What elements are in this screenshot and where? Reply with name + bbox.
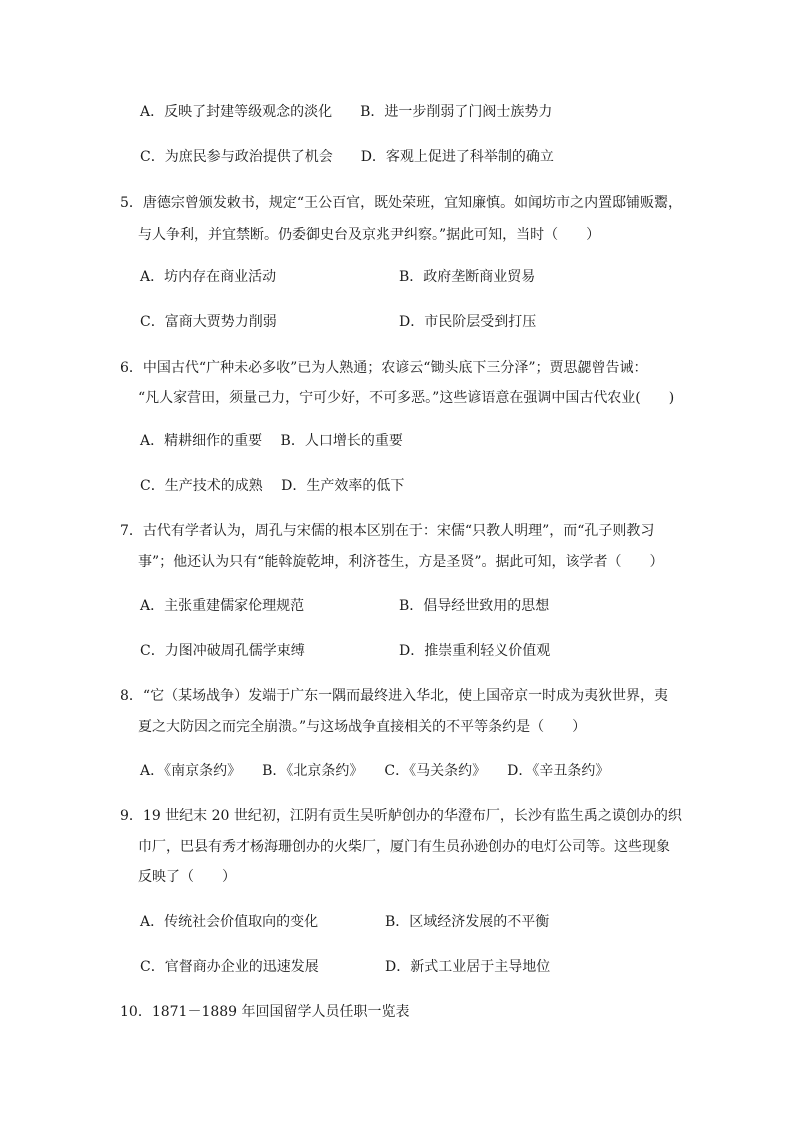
q7-option-a: A．主张重建儒家伦理规范 — [140, 598, 305, 614]
q5-stem-line2: 与人争利，并宜禁断。仍委御史台及京兆尹纠察。”据此可知，当时（ ） — [138, 227, 601, 243]
q7-stem-line1: 7．古代有学者认为，周孔与宋儒的根本区别在于：宋儒“只教人明理”，而“孔子则教习 — [120, 523, 655, 539]
q7-option-c: C．力图冲破周孔儒学束缚 — [140, 643, 305, 659]
q7-option-d: D．推崇重利轻义价值观 — [399, 643, 551, 659]
q7-option-b: B．倡导经世致用的思想 — [399, 598, 550, 614]
q8-stem-line1: 8．“它（某场战争）发端于广东一隅而最终进入华北，使上国帝京一时成为夷狄世界，夷 — [120, 688, 669, 704]
q6-stem-line2: “凡人家营田，须量己力，宁可少好，不可多恶。”这些谚语意在强调中国古代农业( ) — [138, 390, 675, 406]
q7-stem-line2: 事”；他还认为只有“能斡旋乾坤，利济苍生，方是圣贤”。据此可知，该学者（ ） — [138, 554, 664, 570]
q6-options-row1: A．精耕细作的重要 B．人口增长的重要 — [140, 433, 403, 449]
q5-option-b: B．政府垄断商业贸易 — [399, 269, 536, 285]
q10-title: 10．1871－1889 年回国留学人员任职一览表 — [120, 1004, 410, 1020]
q5-option-c: C．富商大贾势力削弱 — [140, 314, 277, 330]
q9-option-a: A．传统社会价值取向的变化 — [140, 914, 319, 930]
q9-stem-line2: 巾厂，巴县有秀才杨海珊创办的火柴厂，厦门有生员孙逊创办的电灯公司等。这些现象 — [138, 839, 670, 855]
q4-options-row2: C．为庶民参与政治提供了机会 D．客观上促进了科举制的确立 — [140, 149, 554, 165]
q6-options-row2: C．生产技术的成熟 D．生产效率的低下 — [140, 478, 405, 494]
q8-options-row1: A．《南京条约》 B．《北京条约》 C．《马关条约》 D．《辛丑条约》 — [140, 763, 610, 779]
q9-stem-line1: 9．19 世纪末 20 世纪初，江阴有贡生吴听舻创办的华澄布厂，长沙有监生禹之谟创办的织 — [120, 808, 682, 824]
q5-stem-line1: 5．唐德宗曾颁发敕书，规定“王公百官，既处荣班，宜知廉慎。如闻坊市之内置邸铺贩鬻， — [120, 195, 683, 211]
q6-stem-line1: 6．中国古代“广种未必多收”已为人熟通；农谚云“锄头底下三分泽”；贾思勰曾告诫： — [120, 360, 648, 376]
q9-option-d: D．新式工业居于主导地位 — [385, 959, 551, 975]
q9-stem-line3: 反映了（ ） — [138, 869, 236, 885]
q9-option-c: C．官督商办企业的迅速发展 — [140, 959, 319, 975]
q5-option-d: D．市民阶层受到打压 — [399, 314, 537, 330]
q8-stem-line2: 夏之大防因之而完全崩溃。”与这场战争直接相关的不平等条约是（ ） — [138, 719, 587, 735]
q5-option-a: A．坊内存在商业活动 — [140, 269, 277, 285]
q9-option-b: B．区域经济发展的不平衡 — [385, 914, 550, 930]
q4-options-row1: A．反映了封建等级观念的淡化 B．进一步削弱了门阀士族势力 — [140, 104, 553, 120]
